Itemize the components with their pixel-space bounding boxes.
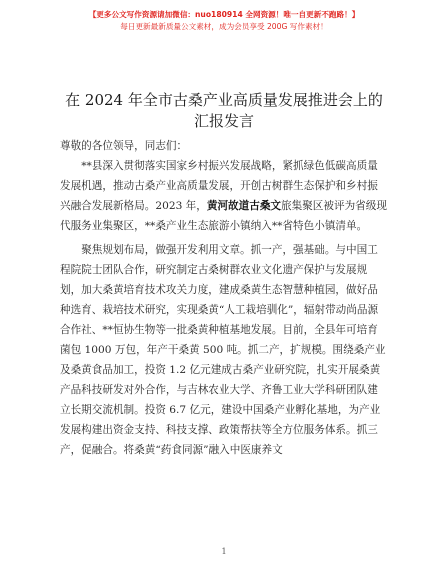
page-number: 1: [221, 547, 227, 556]
title-line1: 在 2024 年全市古桑产业高质量发展推进会上的: [65, 91, 383, 109]
document-title: [40, 90, 408, 132]
promo-banner: [0, 9, 448, 33]
paragraph-intro: [60, 156, 388, 236]
paragraph-intro-text-a: **县深入贯彻落实国家乡村振兴发展战略，紧抓绿色低碳高质量发展机遇，推动古桑产业高质量发展，开创古树群生态保护和乡村振兴融合发展新格局。2023 年，: [60, 160, 378, 212]
title-line2: 汇报发言: [193, 112, 254, 130]
promo-banner-line2: 每日更新最新质量公文素材，成为会员享受 200G 写作素材！: [120, 22, 328, 31]
salutation: 尊敬的各位领导，同志们：: [60, 140, 188, 152]
document-body: [60, 136, 388, 460]
paragraph-intro-highlight: 黄河故道古桑文: [206, 200, 282, 212]
paragraph-planning: 聚焦规划布局，做强开发利用文章。抓一产，强基础。与中国工程院院士团队合作，研究制定古桑树群农业文化遗产保护与发展规划，加大桑黄培育技术攻关力度，建成桑黄生态智慧种植园，做好品种选育、栽培技术研究，实现桑黄“人工栽培驯化”，辐射带动尚品源合作社、**恒协生物等一批桑黄种植基地发展。目前，全县年可培育菌包 1000 万包，年产干桑黄 500 吨。抓二产，扩规模。围绕桑产业及桑黄食品加工，投资 1.2 亿元建成古桑产业研究院，扎实开展桑黄产品科技研发对外合作，与吉林农业大学、齐鲁工业大学科研团队建立长期交流机制。投资 6.7 亿元，建设中国桑产业孵化基地，为产业发展构建出资金支持、科技支撑、政策帮扶等全方位服务体系。抓三产，促融合。将桑黄“药食同源”融入中医康养文: [60, 244, 386, 456]
paragraph-intro-text-b: 旅集聚区被评为省级现代服务业集聚区，**桑产业生态旅游小镇纳入**省特色小镇清单。: [60, 200, 387, 232]
promo-banner-line1: 【更多公文写作资源请加微信：nuo180914 全网资源！唯一自更新不跑路！】: [88, 10, 360, 19]
